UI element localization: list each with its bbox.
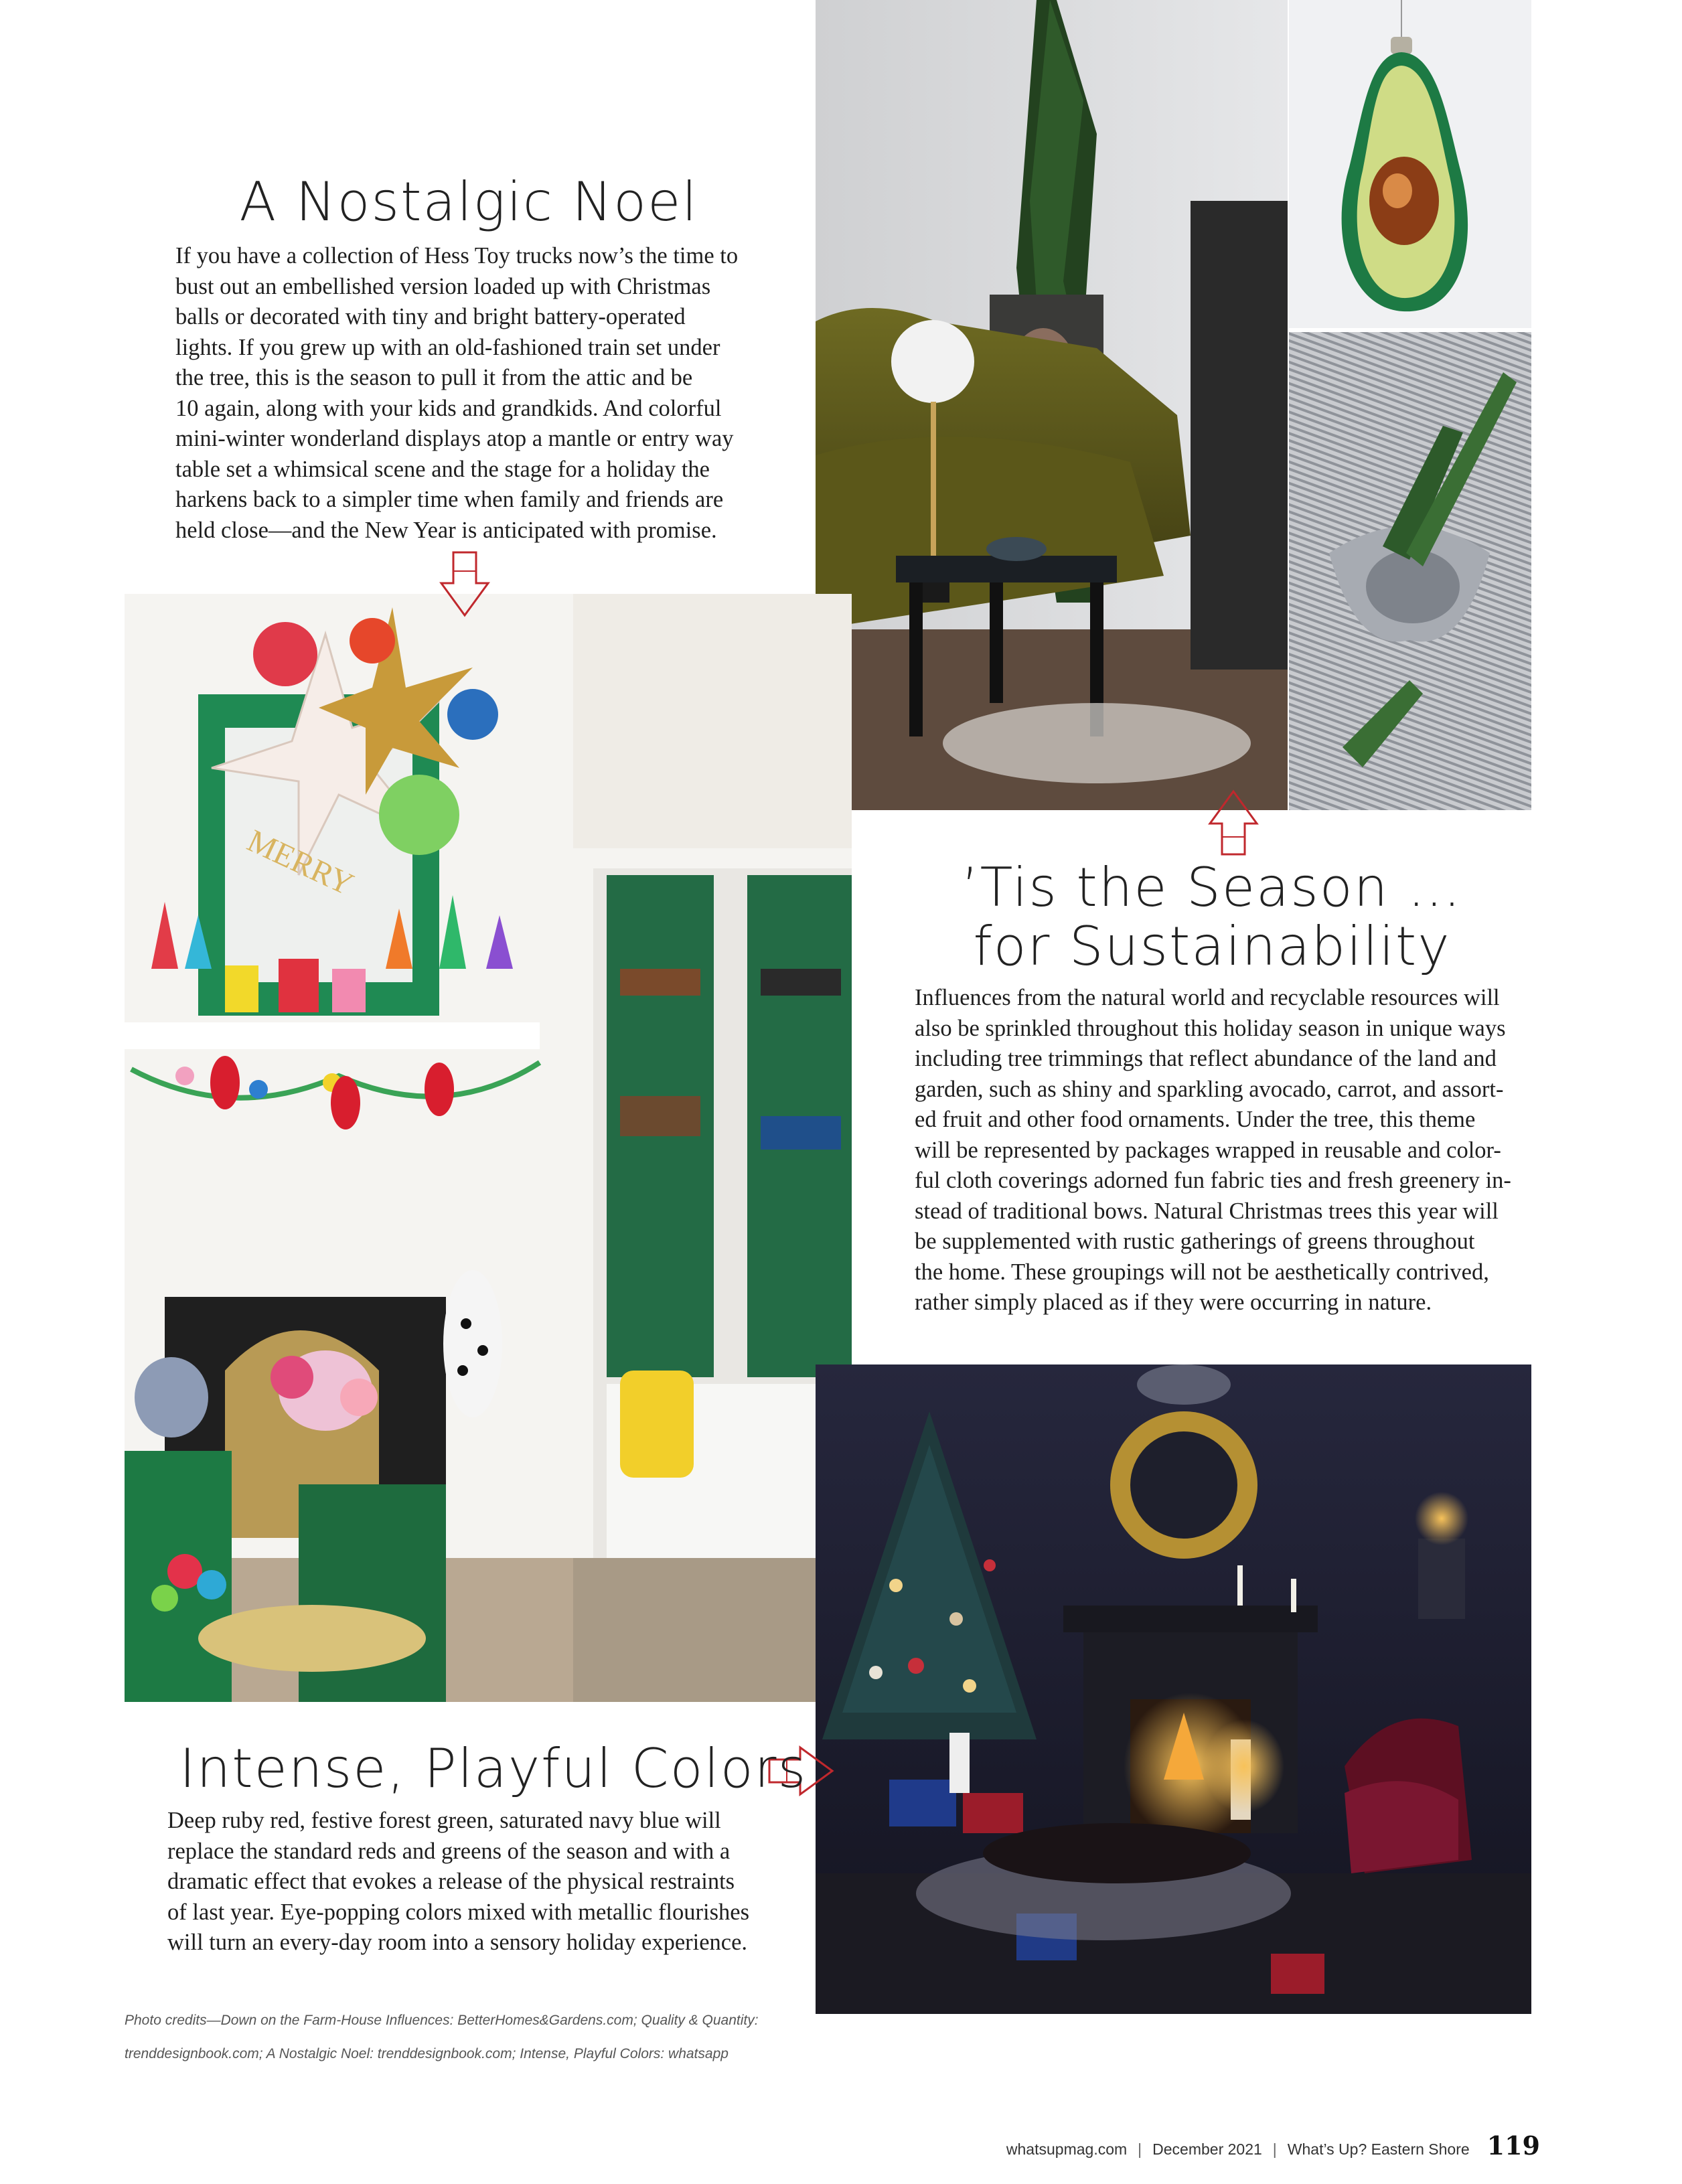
title-line: ’Tis the Season … — [962, 856, 1462, 919]
body-line: the home. These groupings will not be aesthetically contrived, — [915, 1259, 1489, 1285]
credits-line: Photo credits—Down on the Farm-House Influences: BetterHomes&Gardens.com; Quality & Quantity: — [125, 2013, 759, 2028]
body-line: held close—and the New Year is anticipated with promise. — [175, 517, 717, 543]
title-line: for Sustainability — [973, 915, 1451, 978]
body-line: bust out an embellished version loaded up with Christmas — [175, 273, 711, 299]
credits-line: trenddesignbook.com; A Nostalgic Noel: trenddesignbook.com; Intense, Playful Colors: whatsapp — [125, 2046, 729, 2061]
body-line: be supplemented with rustic gatherings of greens throughout — [915, 1229, 1475, 1254]
body-line: will be represented by packages wrapped in reusable and color- — [915, 1137, 1501, 1163]
body-line: ed fruit and other food ornaments. Under the tree, this theme — [915, 1107, 1476, 1132]
body-line: balls or decorated with tiny and bright battery-operated — [175, 304, 686, 329]
photo-dark-dramatic-room — [816, 1364, 1531, 2014]
section-body-playful-colors — [167, 1806, 797, 1958]
body-line: Deep ruby red, festive forest green, saturated navy blue will — [167, 1808, 721, 1833]
arrow-up-icon — [1207, 789, 1259, 856]
footer-separator: | — [1272, 2140, 1277, 2158]
photo-green-sofa-room — [816, 0, 1288, 810]
body-line: also be sprinkled throughout this holiday season in unique ways — [915, 1015, 1506, 1041]
body-line: dramatic effect that evokes a release of the physical restraints — [167, 1869, 735, 1894]
body-line: harkens back to a simpler time when family and friends are — [175, 487, 724, 512]
body-line: garden, such as shiny and sparkling avocado, carrot, and assort- — [915, 1076, 1504, 1102]
body-line: ful cloth coverings adorned fun fabric ties and fresh greenery in- — [915, 1168, 1511, 1193]
body-line: mini-winter wonderland displays atop a mantle or entry way — [175, 426, 734, 451]
page-footer — [1006, 2130, 1540, 2161]
arrow-down-icon — [439, 551, 491, 618]
section-title-playful-colors: Intense, Playful Colors — [179, 1737, 808, 1800]
section-title-sustainability — [911, 858, 1513, 976]
body-line: lights. If you grew up with an old-fashioned train set under — [175, 334, 720, 360]
body-line: Influences from the natural world and recyclable resources will — [915, 985, 1500, 1010]
body-line: table set a whimsical scene and the stage for a holiday the — [175, 456, 710, 482]
footer-publication: What’s Up? Eastern Shore — [1287, 2140, 1470, 2158]
body-line: replace the standard reds and greens of the season and with a — [167, 1838, 731, 1864]
body-line: If you have a collection of Hess Toy trucks now’s the time to — [175, 243, 739, 268]
footer-date: December 2021 — [1152, 2140, 1262, 2158]
body-line: including tree trimmings that reflect abundance of the land and — [915, 1046, 1497, 1071]
page-number: 119 — [1486, 2130, 1540, 2161]
body-line: 10 again, along with your kids and grandkids. And colorful — [175, 395, 722, 421]
section-body-nostalgic-noel — [175, 241, 778, 546]
body-line: the tree, this is the season to pull it from the attic and be — [175, 365, 693, 390]
body-line: stead of traditional bows. Natural Christmas trees this year will — [915, 1198, 1499, 1224]
photo-avocado-ornament — [1289, 0, 1531, 328]
svg-text:MERRY: MERRY — [242, 822, 360, 903]
body-line: will turn an every-day room into a sensory holiday experience. — [167, 1930, 748, 1955]
body-line: rather simply placed as if they were occurring in nature. — [915, 1290, 1432, 1315]
photo-fabric-wrapped-gift — [1289, 332, 1531, 810]
section-title-nostalgic-noel: A Nostalgic Noel — [239, 171, 698, 233]
footer-site-link[interactable]: whatsupmag.com — [1006, 2140, 1128, 2158]
photo-colorful-mantle-fireplace — [125, 594, 852, 1702]
section-body-sustainability — [915, 983, 1544, 1318]
body-line: of last year. Eye-popping colors mixed with metallic flourishes — [167, 1899, 750, 1925]
footer-separator: | — [1138, 2140, 1142, 2158]
photo-credits — [125, 2004, 848, 2071]
